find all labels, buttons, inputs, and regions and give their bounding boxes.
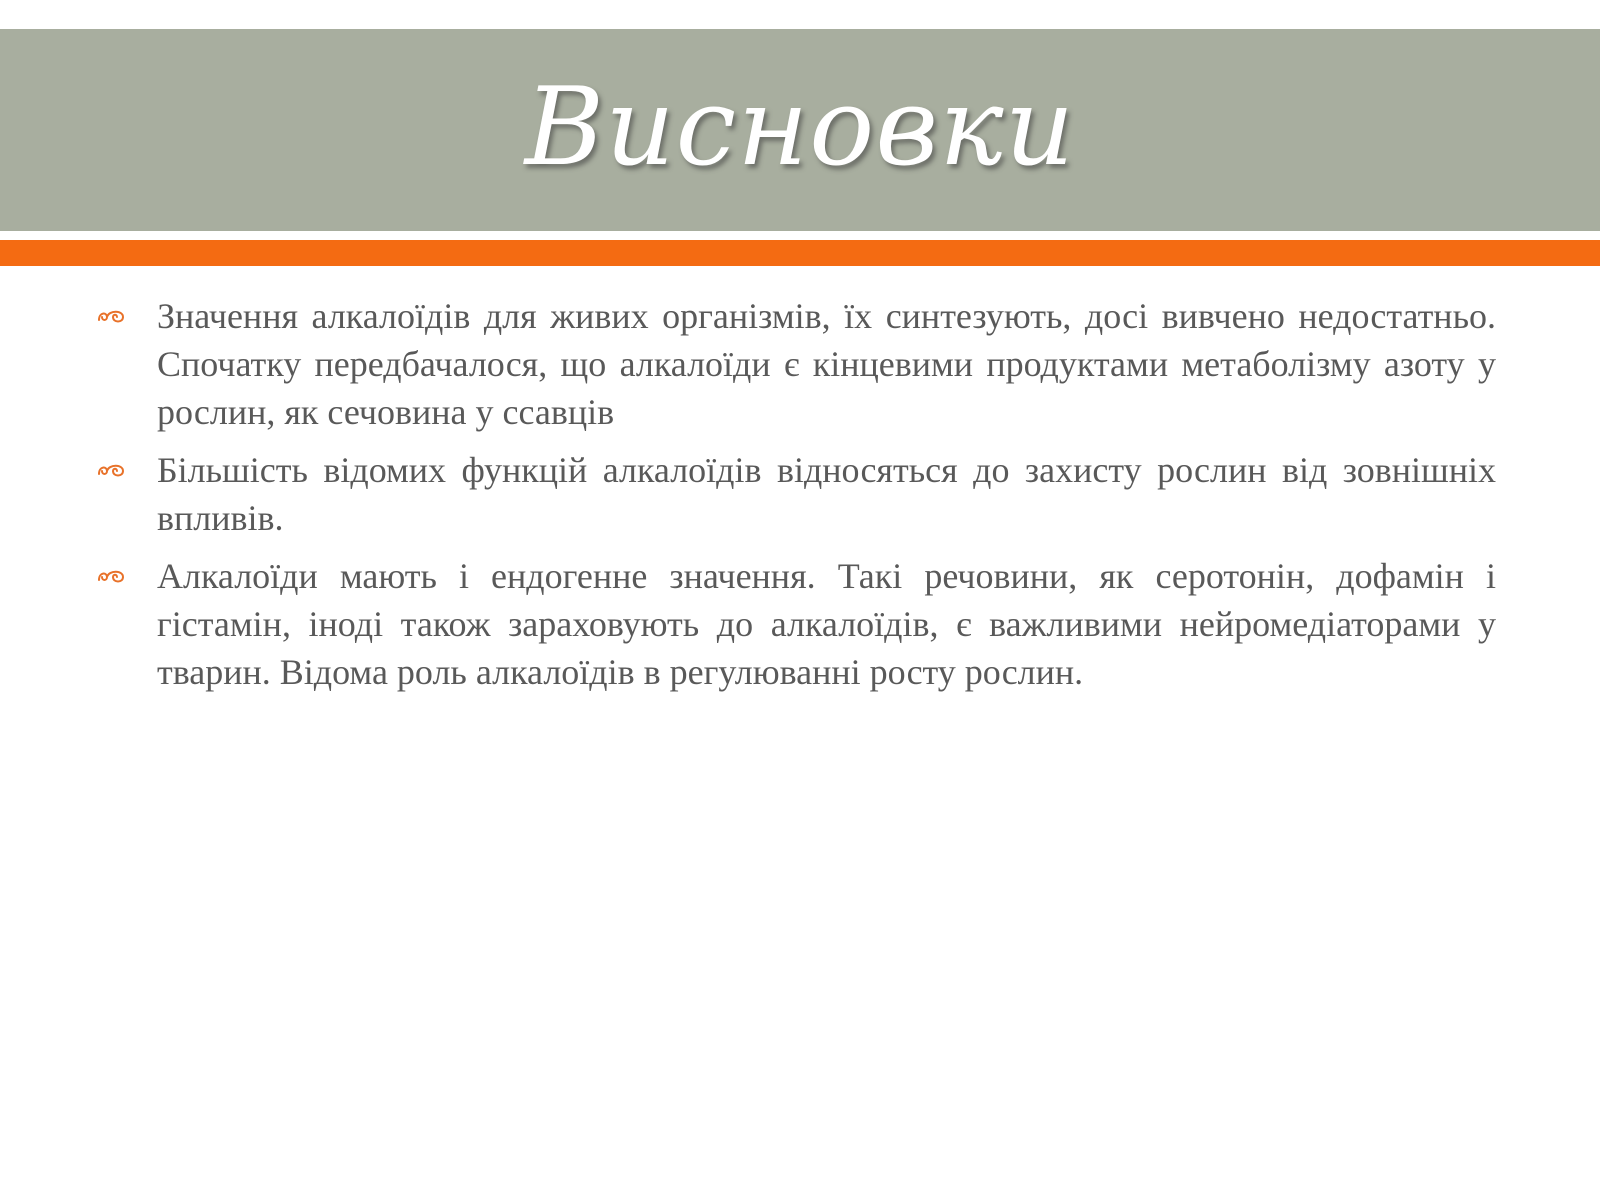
swirl-bullet-icon <box>96 446 130 494</box>
slide-title: Висновки <box>524 64 1076 190</box>
bullet-item <box>96 446 1496 542</box>
bullet-list <box>96 292 1496 706</box>
swirl-bullet-icon <box>96 292 130 340</box>
swirl-bullet-icon <box>96 552 130 600</box>
title-bar <box>0 29 1600 231</box>
bullet-item <box>96 292 1496 436</box>
bullet-item <box>96 552 1496 696</box>
bullet-text: Алкалоїди мають і ендогенне значення. Такі речовини, як серотонін, дофамін і гістамін, іноді також зараховують до алкалоїдів, є важливими нейромедіаторами у тварин. Відома роль алкалоїдів в регулюванні росту рослин. <box>157 556 1496 692</box>
bullet-text: Більшість відомих функцій алкалоїдів відносяться до захисту рослин від зовнішніх впливів. <box>157 450 1496 538</box>
bullet-text: Значення алкалоїдів для живих організмів, їх синтезують, досі вивчено недостатньо. Спочатку передбачалося, що алкалоїди є кінцевими продуктами метаболізму азоту у рослин, як сечовина у ссавців <box>157 296 1496 432</box>
accent-bar <box>0 240 1600 266</box>
